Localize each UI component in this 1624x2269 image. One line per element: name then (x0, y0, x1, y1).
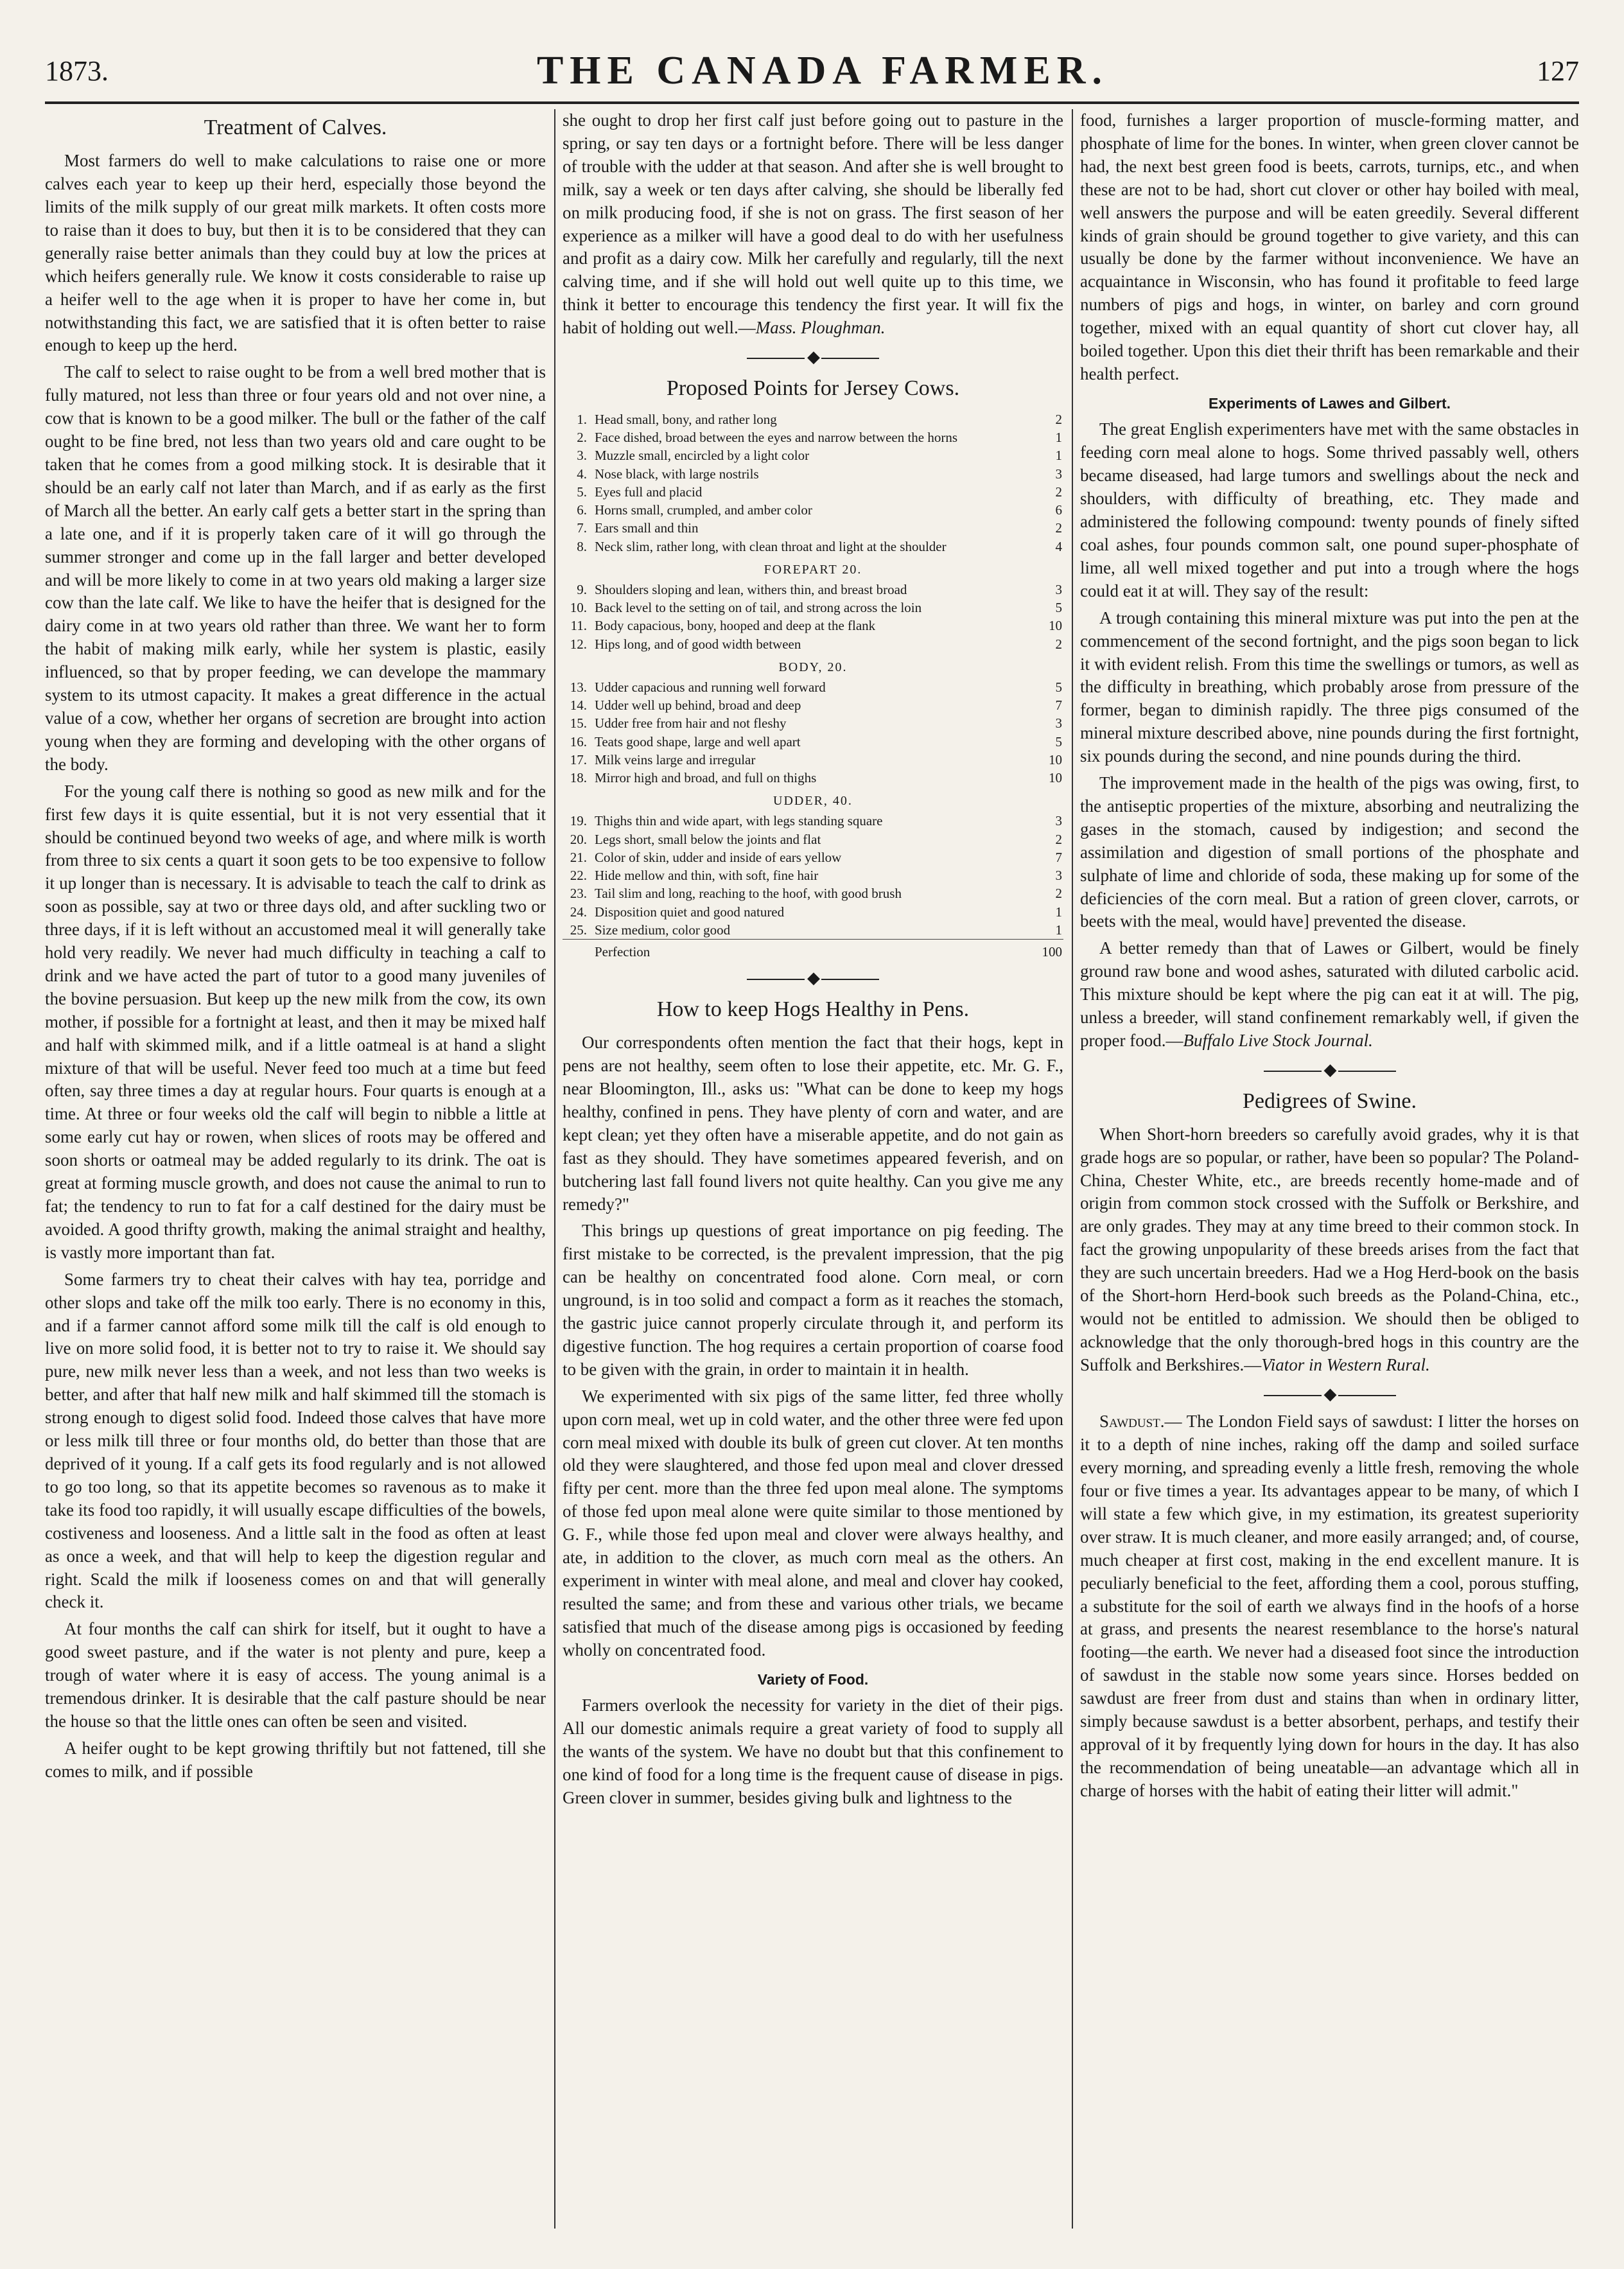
point-description: Nose black, with large nostrils (595, 466, 759, 482)
point-value: 3 (1055, 813, 1062, 829)
point-description: Size medium, color good (595, 922, 731, 938)
table-row (563, 769, 1063, 787)
paragraph: Our correspondents often mention the fact that their hogs, kept in pens are not healthy, seem often to lose their appetite, etc. Mr. G. F., near Bloomington, Ill., asks us: "What can be done to keep my hogs healthy, confined in pens. They have plenty of corn and water, and are kept clean; yet they often have a miserable appetite, and do not gain as fast as they should. They have sometimes appeared feverish, and on butchering last fall found livers not quite healthy. Can you give me any remedy?" (563, 1033, 1063, 1214)
paragraph: A trough containing this mineral mixture was put into the pen at the commencement of the second fortnight, and the pigs soon began to lick it with evident relish. From this time the swellings or tumors, as well as the difficulty in breathing, which probably arose from pressure of the former, began to diminish rapidly. The three pigs consumed of the mineral mixture described above, nine pounds during the first fortnight, six pounds during the second, and nine pounds during the third. (1080, 608, 1579, 766)
point-number: 14. (570, 697, 587, 714)
article-title-swine: Pedigrees of Swine. (1242, 1089, 1417, 1113)
section-separator: ◆ (563, 967, 1063, 990)
point-number: 3. (577, 448, 587, 464)
table-row (563, 812, 1063, 830)
point-value: 2 (1055, 831, 1062, 847)
point-number: 16. (570, 733, 587, 749)
point-value: 2 (1055, 886, 1062, 902)
paragraph: Most farmers do well to make calculations to raise one or more calves each year to keep up their herd, especially those beyond the limits of the milk supply of our great milk markets. It often costs more to raise than it does to buy, but then it is to be considered that they can generally raise better animals than they could buy at low the prices at which heifers generally rule. We know it costs considerable to raise up a heifer well to the age when it is proper to have her come in, but notwithstanding this fact, we are satisfied that it is often better to raise enough to keep up the herd. (45, 151, 546, 355)
point-description: Neck slim, rather long, with clean throat and light at the shoulder (595, 538, 947, 554)
point-description: Mirror high and broad, and full on thighs (595, 770, 817, 786)
source-credit: Viator in Western Rural. (1261, 1354, 1430, 1374)
point-description: Hips long, and of good width between (595, 636, 801, 652)
point-description: Back level to the setting on of tail, and strong across the loin (595, 600, 922, 616)
table-row (563, 538, 1063, 556)
table-row (563, 465, 1063, 483)
table-row (563, 599, 1063, 617)
point-description: Legs short, small below the joints and flat (595, 831, 821, 847)
total-value: 100 (1035, 940, 1063, 961)
point-value: 10 (1049, 770, 1062, 786)
point-value: 5 (1055, 679, 1062, 695)
point-number: 25. (570, 922, 587, 938)
paragraph-text: — The London Field says of sawdust: I litter the horses on it to a depth of nine inches, raking off the damp and soiled surface every morning, and spreading evenly a little fresh, removing the whole four or five times a year. Its advantages appear to be many, of which I will state a few which give, in my estimation, its greatest superiority over straw. It is much cleaner, and more easily arranged; and, of course, much cheaper at first cost, making in the end excellent manure. It is peculiarly beneficial to the feet, affording them a cool, porous stuffing, a substitute for the soil of earth we always find in the hoofs of a horse at grass, and presents the nearest resemblance to the horse's natural footing—the earth. We never had a diseased foot since the introduction of sawdust in the stable now some years since. Horses bedded on sawdust are freer from dust and stains than when in ordinary litter, simply because sawdust is a better absorbent, perhaps, and testify their approval of it by frequently lying down for hours in the day. It has also the recommendation of being uneatable—an advantage which all in charge of horses with the habit of eating their litter will admit." (1080, 1412, 1579, 1800)
point-description: Udder well up behind, broad and deep (595, 697, 801, 714)
point-value: 2 (1055, 520, 1062, 536)
point-number: 20. (570, 831, 587, 847)
point-value: 7 (1055, 849, 1062, 865)
point-value: 7 (1055, 697, 1062, 714)
point-number: 7. (577, 520, 587, 536)
table-row (563, 410, 1063, 428)
table-row (563, 714, 1063, 732)
column-divider (554, 109, 555, 2229)
table-row (563, 446, 1063, 464)
section-separator: ◆ (1080, 1059, 1579, 1082)
point-number: 21. (570, 849, 587, 865)
point-number: 13. (570, 679, 587, 695)
point-description: Disposition quiet and good natured (595, 904, 785, 920)
table-row (563, 483, 1063, 501)
paragraph: Some farmers try to cheat their calves with hay tea, porridge and other slops and take off the milk too early. There is no economy in this, and if a farmer cannot afford some milk till the calf is old enough to live on more solid food, it is better not to try to raise it. We should say pure, new milk never less than a week, and not less than two weeks is better, and after that half new milk and half skimmed till the stomach is strong enough to digest solid food. Indeed those calves that have more or less milk till three or four months old, do better than those that are deprived of it young. If a calf gets its food regularly and is not allowed to go too long, so that its appetite becomes so ravenous as to make it take its food too rapidly, it will usually escape difficulties of the bowels, costiveness and looseness. And a little salt in the food as often at least as once a week, and that will help to keep the digestion regular and right. Scald the milk if looseness comes on and that will generally check it. (45, 1269, 546, 1612)
table-row (563, 903, 1063, 921)
point-number: 24. (570, 904, 587, 920)
point-description: Tail slim and long, reaching to the hoof, with good brush (595, 886, 902, 902)
point-number: 9. (577, 581, 587, 597)
point-description: Udder capacious and running well forward (595, 679, 826, 695)
section-label: BODY, 20. (778, 660, 848, 674)
point-number: 10. (570, 600, 587, 616)
total-label: Perfection (593, 940, 1035, 961)
point-value: 1 (1055, 430, 1062, 446)
paragraph: The calf to select to raise ought to be from a well bred mother that is fully matured, not less than three or four years old and not over nine, a cow that is known to be a good milker. The bull or the father of the calf ought to be fine bred, not less than two years old and care ought to be taken that he comes from a good milking stock. It is desirable that it should be an early calf not later than March, and if as early as the first of March all the better. An early calf gets a better start in the spring than a late one, and if it is properly taken care of it will go through the summer stronger and come up in the fall larger and better developed and will be more likely to come in at two years old making a larger size cow than the late calf. We like to have the heifer that is designed for the dairy come in at two years old rather than three. We want her to form the habit of making milk early, while her system is plastic, easily influenced, so that by proper feeding, we can develope the mammary system to its utmost capacity. It makes a great difference in the actual value of a cow, whether her organs of secretion are brought into action young when they are forming and developing with the other organs of the body. (45, 362, 546, 774)
point-number: 8. (577, 538, 587, 554)
table-row (563, 428, 1063, 446)
point-description: Udder free from hair and not fleshy (595, 715, 787, 732)
table-row (563, 866, 1063, 884)
point-number: 5. (577, 484, 587, 500)
table-row (563, 501, 1063, 519)
table-row (563, 751, 1063, 769)
point-value: 10 (1049, 618, 1062, 634)
table-row (563, 519, 1063, 537)
paragraph (1080, 1410, 1579, 1802)
point-number: 6. (577, 502, 587, 518)
point-number: 1. (577, 411, 587, 427)
point-value: 1 (1055, 922, 1062, 938)
point-description: Ears small and thin (595, 520, 699, 536)
point-value: 3 (1055, 581, 1062, 597)
point-description: Face dished, broad between the eyes and narrow between the horns (595, 430, 958, 446)
paragraph-text: When Short-horn breeders so carefully avoid grades, why it is that grade hogs are so popular, or rather, have been so popular? The Poland-China, Chester White, etc., are breeds recently home-made and of origin from common stock crossed with the Suffolk or Berkshire, and are only grades. They may at any time breed to their common stock. In fact the growing unpopularity of these breeds arises from the fact that they are such uncertain breeders. Had we a Hog Herd-book on the basis of the Short-horn Herd-book such breeds as the Poland-China, etc., would not be entitled to admission. We should then be obliged to acknowledge that the only thorough-bred hogs in this country are the Suffolk and Berkshires.— (1080, 1124, 1579, 1374)
point-description: Teats good shape, large and well apart (595, 733, 801, 749)
paragraph (1080, 1123, 1579, 1377)
point-description: Shoulders sloping and lean, withers thin, and breast broad (595, 581, 907, 597)
point-value: 3 (1055, 868, 1062, 884)
point-description: Horns small, crumpled, and amber color (595, 502, 812, 518)
paragraph: We experimented with six pigs of the same litter, fed three wholly upon corn meal, wet up in cold water, and the other three were fed upon corn meal mixed with double its bulk of green cut clover. At ten months old they were slaughtered, and those fed upon meal and clover dressed fifty per cent. more than the three fed upon meal alone. The symptoms of those fed upon meal alone were quite similar to those mentioned by G. F., while those fed upon meal and clover were always healthy, and ate, in addition to the clover, as much corn meal as the others. An experiment in winter with meal alone, and meal and clover hay cooked, resulted the same; and from these and various other trials, we became satisfied that much of the disease among pigs is occasioned by feeding wholly on concentrated food. (563, 1386, 1063, 1660)
point-number: 2. (577, 430, 587, 446)
paragraph: Farmers overlook the necessity for variety in the diet of their pigs. All our domestic animals require a great variety of food to supply all the wants of the system. We have no doubt but that this confinement to one kind of food for a long time is the frequent cause of disease in pigs. Green clover in summer, besides giving bulk and lightness to the (563, 1695, 1063, 1807)
section-label: FOREPART 20. (764, 562, 862, 577)
table-row (563, 617, 1063, 635)
point-number: 18. (570, 770, 587, 786)
sawdust-lead: Sawdust. (1099, 1412, 1165, 1432)
paragraph: At four months the calf can shirk for itself, but it ought to have a good sweet pasture, and if the water is not plenty and pure, keep a trough of water where it is easy of access. The young animal is a tremendous drinker. It is desirable that the calf pasture should be near the house so that the little ones can often be seen and visited. (45, 1619, 546, 1731)
paragraph: The improvement made in the health of the pigs was owing, first, to the antiseptic properties of the mixture, absorbing and neutralizing the gases in the stomach, caused by indigestion; and second the assimilation and digestion of small portions of the phosphate and sulphate of lime and chloride of soda, these making up for some of the deficiencies of the corn meal. But a ration of green clover, carrots, or beets with the meal, would have] prevented the disease. (1080, 773, 1579, 931)
column-divider (1072, 109, 1073, 2229)
table-row (563, 884, 1063, 902)
point-description: Head small, bony, and rather long (595, 411, 777, 427)
point-number: 12. (570, 636, 587, 652)
point-value: 2 (1055, 636, 1062, 652)
point-number: 15. (570, 715, 587, 732)
point-description: Color of skin, udder and inside of ears yellow (595, 849, 842, 865)
paragraph: food, furnishes a larger proportion of muscle-forming matter, and phosphate of lime for the bones. In winter, when green clover cannot be had, the next best green food is beets, carrots, turnips, etc., and when these are not to be had, short cut clover or other hay boiled with meal, well answers the purpose and will be eaten greedily. Several different kinds of grain should be ground together to give variety, and this can usually be done by the farmer without inconvenience. We have an acquaintance in Wisconsin, who has found it profitable to feed large numbers of pigs and hogs, in winter, on barley and corn ground together, mixed with an equal quantity of short cut clover hay, all boiled together. Upon this diet their thrift has been remarkable and their health perfect. (1080, 110, 1579, 383)
table-row (563, 696, 1063, 714)
source-credit: Mass. Ploughman. (755, 318, 886, 338)
source-credit: Buffalo Live Stock Journal. (1183, 1031, 1373, 1051)
point-value: 6 (1055, 502, 1062, 518)
paragraph: For the young calf there is nothing so good as new milk and for the first few days it is quite essential, but it is not very essential that it should be continued beyond two weeks of age, and where milk is worth from three to six cents a quart it soon gets to be too expensive to follow it up longer than is necessary. It is advisable to teach the calf to drink as soon as possible, say at two or three days old, and after suckling two or three days, if it is left without an accustomed meal it will generally take hold very readily. We never had much difficulty in teaching a calf to drink and we have acted the part of tutor to a good many juveniles of the bovine persuasion. But keep up the new milk from the cow, its own mother, if possible for a fortnight at least, and then it may be mixed half and half with skimmed milk, and if a little oatmeal is at hand a slight mixture of that will be useful. Never feed too much at a time but feed often, say three times a day at regular hours. Four quarts is enough at a time. At three or four weeks old the calf will begin to nibble a little at some early cut hay or rowen, when slices of roots may be offered and soon shorts or oatmeal may be added regularly to its drink. The oat is great at forming muscle growth, and does not cause the animal to run to fat; the tendency to run to fat for a calf destined for the dairy must be avoided. A good thrifty growth, making the animal straight and healthy, is vastly more important than fat. (45, 781, 546, 1262)
point-value: 5 (1055, 600, 1062, 616)
point-number: 4. (577, 466, 587, 482)
article-title-jersey: Proposed Points for Jersey Cows. (666, 376, 960, 400)
column-3 (1080, 109, 1579, 2229)
paragraph (563, 109, 1063, 340)
table-row (563, 940, 1063, 961)
table-row (563, 921, 1063, 940)
issue-year: 1873. (45, 55, 109, 87)
masthead (45, 45, 1579, 96)
point-value: 5 (1055, 733, 1062, 749)
point-description: Muzzle small, encircled by a light color (595, 448, 810, 464)
header-rule (45, 101, 1579, 104)
point-value: 10 (1049, 751, 1062, 767)
point-number: 23. (570, 886, 587, 902)
point-value: 4 (1055, 538, 1062, 554)
section-separator: ◆ (563, 346, 1063, 369)
table-row (563, 581, 1063, 599)
point-description: Eyes full and placid (595, 484, 703, 500)
paragraph-text: A better remedy than that of Lawes or Gilbert, would be finely ground raw bone and wood ashes, saturated with diluted carbolic acid. This mixture should be kept where the pig can eat it at will. The pig, unless a breeder, will stand confinement remarkably well, if given the proper food.— (1080, 938, 1579, 1051)
point-value: 1 (1055, 904, 1062, 920)
point-number: 19. (570, 813, 587, 829)
points-table (563, 410, 1063, 961)
column-1 (45, 109, 546, 2229)
paragraph (1080, 937, 1579, 1053)
column-2 (563, 109, 1063, 2229)
page-number: 127 (1537, 55, 1579, 87)
section-separator: ◆ (1080, 1383, 1579, 1406)
point-number: 22. (570, 868, 587, 884)
section-label: UDDER, 40. (773, 794, 853, 809)
point-value: 3 (1055, 715, 1062, 732)
table-row (563, 830, 1063, 848)
paragraph: A heifer ought to be kept growing thriftily but not fattened, till she comes to milk, and if possible (45, 1738, 546, 1781)
point-value: 2 (1055, 411, 1062, 427)
point-value: 3 (1055, 466, 1062, 482)
point-number: 17. (570, 751, 587, 767)
table-row (563, 848, 1063, 866)
paragraph: The great English experimenters have met with the same obstacles in feeding corn meal alone to hogs. Some thrived passably well, others became diseased, had large tumors and swellings about the neck and shoulders, with difficulty of breathing, etc. They made and administered the following compound: twenty pounds of finely sifted coal ashes, four pounds common salt, one pound super-phosphate of lime, all well mixed together and put into a trough where the hogs could eat it at will. They say of the result: (1080, 419, 1579, 600)
continuation-text: she ought to drop her first calf just before going out to pasture in the spring, or say ten days or a fortnight before. There will be less danger of trouble with the udder at that season. And after she is well brought to milk, say a week or ten days after calving, she should be liberally fed on milk producing food, if she is not on grass. The first season of her experience as a milker will have a good deal to do with her usefulness and profit as a dairy cow. Milk her carefully and regularly, till the next calving time, and if she will hold out well quite up to this time, we think it better to encourage this tendency the first year. It will fix the habit of holding out well.— (563, 110, 1063, 338)
point-value: 1 (1055, 448, 1062, 464)
point-description: Milk veins large and irregular (595, 751, 756, 767)
publication-title: THE CANADA FARMER. (536, 48, 1109, 92)
subheading-experiments: Experiments of Lawes and Gilbert. (1208, 394, 1451, 412)
point-number: 11. (570, 618, 587, 634)
point-description: Body capacious, bony, hooped and deep at the flank (595, 618, 876, 634)
article-title-hogs: How to keep Hogs Healthy in Pens. (656, 997, 970, 1021)
subheading-variety: Variety of Food. (757, 1670, 869, 1688)
point-description: Hide mellow and thin, with soft, fine hair (595, 868, 819, 884)
paragraph: This brings up questions of great importance on pig feeding. The first mistake to be corrected, is the prevalent impression, that the pig can be healthy on concentrated food alone. Corn meal, or corn unground, is in too solid and compact a form as it reaches the stomach, the gastric juice cannot properly circulate through it, and perform its digestive function. The hog requires a certain proportion of coarse food to be given with the grain, in order to maintain it in health. (563, 1221, 1063, 1379)
table-row (563, 678, 1063, 696)
table-row (563, 733, 1063, 751)
point-value: 2 (1055, 484, 1062, 500)
article-title-calves: Treatment of Calves. (204, 116, 387, 139)
table-row (563, 635, 1063, 653)
point-description: Thighs thin and wide apart, with legs standing square (595, 813, 883, 829)
